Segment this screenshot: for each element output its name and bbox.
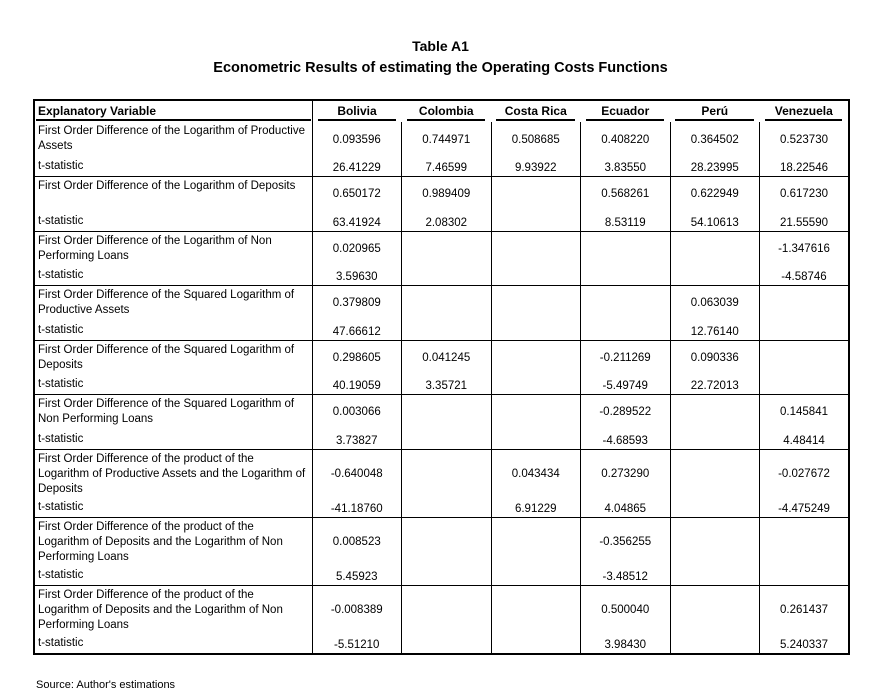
tstat-cell	[491, 212, 581, 232]
coefficient-cell: 0.043434	[491, 449, 581, 498]
tstat-cell: 12.76140	[670, 321, 760, 341]
tstat-label: t-statistic	[34, 375, 312, 395]
tstat-cell	[581, 266, 671, 286]
tstat-row	[34, 157, 849, 177]
coefficient-cell	[581, 286, 671, 321]
variable-row	[34, 395, 849, 430]
coefficient-cell	[491, 395, 581, 430]
coefficient-cell: 0.650172	[312, 177, 402, 212]
coefficient-cell: 0.500040	[581, 585, 671, 634]
tstat-cell: 26.41229	[312, 157, 402, 177]
coefficient-cell: 0.617230	[780, 188, 828, 201]
coefficient-cell: 0.273290	[581, 449, 671, 498]
tstat-cell: 40.19059	[312, 375, 402, 395]
variable-row	[34, 177, 849, 212]
results-table-header	[34, 100, 849, 122]
variable-label: First Order Difference of the Squared Logarithm of Productive Assets	[34, 286, 312, 321]
coefficient-cell: -0.008389	[312, 585, 402, 634]
coefficient-cell: 0.379809	[312, 286, 402, 321]
variable-label: First Order Difference of the Squared Logarithm of Deposits	[34, 340, 312, 375]
tstat-cell	[402, 321, 492, 341]
tstat-label: t-statistic	[34, 212, 312, 232]
coefficient-cell	[491, 585, 581, 634]
tstat-label: t-statistic	[34, 566, 312, 586]
tstat-cell	[491, 375, 581, 395]
tstat-cell	[491, 634, 581, 654]
results-table	[33, 99, 850, 655]
coefficient-cell: 0.523730	[780, 133, 828, 146]
variable-row	[34, 286, 849, 321]
tstat-row	[34, 430, 849, 450]
coefficient-cell: 0.261437	[780, 603, 828, 616]
column-header-bolivia: Bolivia	[312, 100, 402, 122]
tstat-cell: 5.45923	[312, 566, 402, 586]
coefficient-cell: 0.568261	[581, 177, 671, 212]
tstat-cell	[491, 566, 581, 586]
tstat-cell	[760, 566, 850, 586]
coefficient-cell	[760, 517, 850, 566]
tstat-cell	[670, 430, 760, 450]
tstat-label: t-statistic	[34, 157, 312, 177]
tstat-cell: 4.04865	[581, 498, 671, 518]
source-note: Source: Author's estimations	[36, 678, 176, 691]
tstat-cell	[402, 566, 492, 586]
tstat-cell: -5.51210	[312, 634, 402, 654]
tstat-cell: -41.18760	[312, 498, 402, 518]
results-table-body	[34, 122, 849, 654]
tstat-cell: 3.83550	[581, 157, 671, 177]
coefficient-cell: -0.640048	[312, 449, 402, 498]
coefficient-cell: 0.364502	[670, 122, 760, 157]
tstat-row	[34, 498, 849, 518]
tstat-cell: 3.59630	[312, 266, 402, 286]
coefficient-cell	[670, 395, 760, 430]
coefficient-cell	[402, 395, 492, 430]
variable-row	[34, 231, 849, 266]
coefficient-cell: 0.989409	[402, 177, 492, 212]
coefficient-cell: -0.027672	[778, 467, 830, 480]
tstat-row	[34, 212, 849, 232]
tstat-cell: 54.10613	[670, 212, 760, 232]
column-header-ecuador: Ecuador	[581, 100, 671, 122]
variable-row	[34, 585, 849, 634]
coefficient-cell: 0.298605	[312, 340, 402, 375]
tstat-cell	[581, 321, 671, 341]
variable-label: First Order Difference of the Logarithm of Productive Assets	[34, 122, 312, 157]
tstat-cell	[670, 498, 760, 518]
tstat-cell: 21.55590	[760, 212, 850, 232]
variable-label: First Order Difference of the Squared Logarithm of Non Performing Loans	[34, 395, 312, 430]
coefficient-cell: 0.622949	[670, 177, 760, 212]
tstat-cell	[760, 321, 850, 341]
coefficient-cell: -0.356255	[581, 517, 671, 566]
tstat-cell: -4.475249	[760, 498, 850, 518]
coefficient-cell	[402, 449, 492, 498]
tstat-cell: 63.41924	[312, 212, 402, 232]
tstat-label: t-statistic	[34, 498, 312, 518]
tstat-row	[34, 566, 849, 586]
tstat-label: t-statistic	[34, 266, 312, 286]
tstat-cell: 9.93922	[491, 157, 581, 177]
column-header-peru: Perú	[670, 100, 760, 122]
tstat-cell: 5.240337	[760, 634, 850, 654]
tstat-cell: 2.08302	[402, 212, 492, 232]
coefficient-cell: 0.063039	[670, 286, 760, 321]
tstat-cell: 3.35721	[402, 375, 492, 395]
tstat-cell	[760, 375, 850, 395]
coefficient-cell	[491, 517, 581, 566]
tstat-cell: 3.73827	[312, 430, 402, 450]
coefficient-cell	[491, 286, 581, 321]
tstat-cell: -3.48512	[581, 566, 671, 586]
tstat-cell: -5.49749	[581, 375, 671, 395]
coefficient-cell	[402, 517, 492, 566]
coefficient-cell	[760, 340, 850, 375]
coefficient-cell: 0.003066	[312, 395, 402, 430]
coefficient-cell: -0.289522	[581, 395, 671, 430]
coefficient-cell: -1.347616	[778, 242, 830, 255]
tstat-cell	[402, 266, 492, 286]
coefficient-cell	[670, 449, 760, 498]
tstat-cell: 22.72013	[670, 375, 760, 395]
coefficient-cell	[491, 231, 581, 266]
variable-row	[34, 517, 849, 566]
tstat-cell	[402, 430, 492, 450]
tstat-label: t-statistic	[34, 430, 312, 450]
variable-label: First Order Difference of the Logarithm of Non Performing Loans	[34, 231, 312, 266]
tstat-row	[34, 321, 849, 341]
variable-label: First Order Difference of the Logarithm of Deposits	[34, 177, 312, 212]
column-header-explanatory-variable: Explanatory Variable	[34, 100, 312, 122]
coefficient-cell: 0.020965	[312, 231, 402, 266]
coefficient-cell: -0.211269	[581, 340, 671, 375]
tstat-cell	[670, 634, 760, 654]
tstat-cell	[670, 266, 760, 286]
tstat-row	[34, 375, 849, 395]
table-number-title: Table A1	[412, 38, 469, 54]
coefficient-cell: 0.093596	[312, 122, 402, 157]
column-header-venezuela: Venezuela	[760, 100, 850, 122]
tstat-cell	[491, 266, 581, 286]
tstat-cell: 47.66612	[312, 321, 402, 341]
coefficient-cell: 0.008523	[312, 517, 402, 566]
tstat-cell: -4.58746	[760, 266, 850, 286]
tstat-cell	[670, 566, 760, 586]
variable-row	[34, 449, 849, 498]
coefficient-cell	[760, 286, 850, 321]
coefficient-cell	[670, 231, 760, 266]
coefficient-cell	[402, 231, 492, 266]
coefficient-cell	[670, 517, 760, 566]
tstat-cell: 3.98430	[581, 634, 671, 654]
table-subtitle: Econometric Results of estimating the Operating Costs Functions	[213, 60, 668, 76]
coefficient-cell: 0.145841	[780, 406, 828, 419]
tstat-cell	[491, 430, 581, 450]
variable-label: First Order Difference of the product of the Logarithm of Productive Assets and the Logarithm of Deposits	[34, 449, 312, 498]
variable-label: First Order Difference of the product of the Logarithm of Deposits and the Logarithm of Non Performing Loans	[34, 585, 312, 634]
coefficient-cell	[491, 340, 581, 375]
tstat-label: t-statistic	[34, 321, 312, 341]
tstat-cell: 7.46599	[402, 157, 492, 177]
coefficient-cell	[402, 286, 492, 321]
tstat-cell: 18.22546	[760, 157, 850, 177]
coefficient-cell	[402, 585, 492, 634]
coefficient-cell: 0.041245	[402, 340, 492, 375]
coefficient-cell: 0.508685	[491, 122, 581, 157]
tstat-cell	[491, 321, 581, 341]
tstat-cell: 28.23995	[670, 157, 760, 177]
tstat-label: t-statistic	[34, 634, 312, 654]
header-row	[34, 100, 849, 122]
tstat-cell	[402, 634, 492, 654]
coefficient-cell: 0.408220	[581, 122, 671, 157]
coefficient-cell: 0.744971	[402, 122, 492, 157]
tstat-cell: 6.91229	[491, 498, 581, 518]
tstat-row	[34, 266, 849, 286]
coefficient-cell	[581, 231, 671, 266]
coefficient-cell	[670, 585, 760, 634]
tstat-row	[34, 634, 849, 654]
tstat-cell: 4.48414	[760, 430, 850, 450]
coefficient-cell: 0.090336	[670, 340, 760, 375]
tstat-cell: 8.53119	[581, 212, 671, 232]
variable-row	[34, 122, 849, 157]
column-header-costa-rica: Costa Rica	[491, 100, 581, 122]
column-header-colombia: Colombia	[402, 100, 492, 122]
variable-label: First Order Difference of the product of the Logarithm of Deposits and the Logarithm of Non Performing Loans	[34, 517, 312, 566]
tstat-cell	[402, 498, 492, 518]
coefficient-cell	[491, 177, 581, 212]
variable-row	[34, 340, 849, 375]
tstat-cell: -4.68593	[581, 430, 671, 450]
